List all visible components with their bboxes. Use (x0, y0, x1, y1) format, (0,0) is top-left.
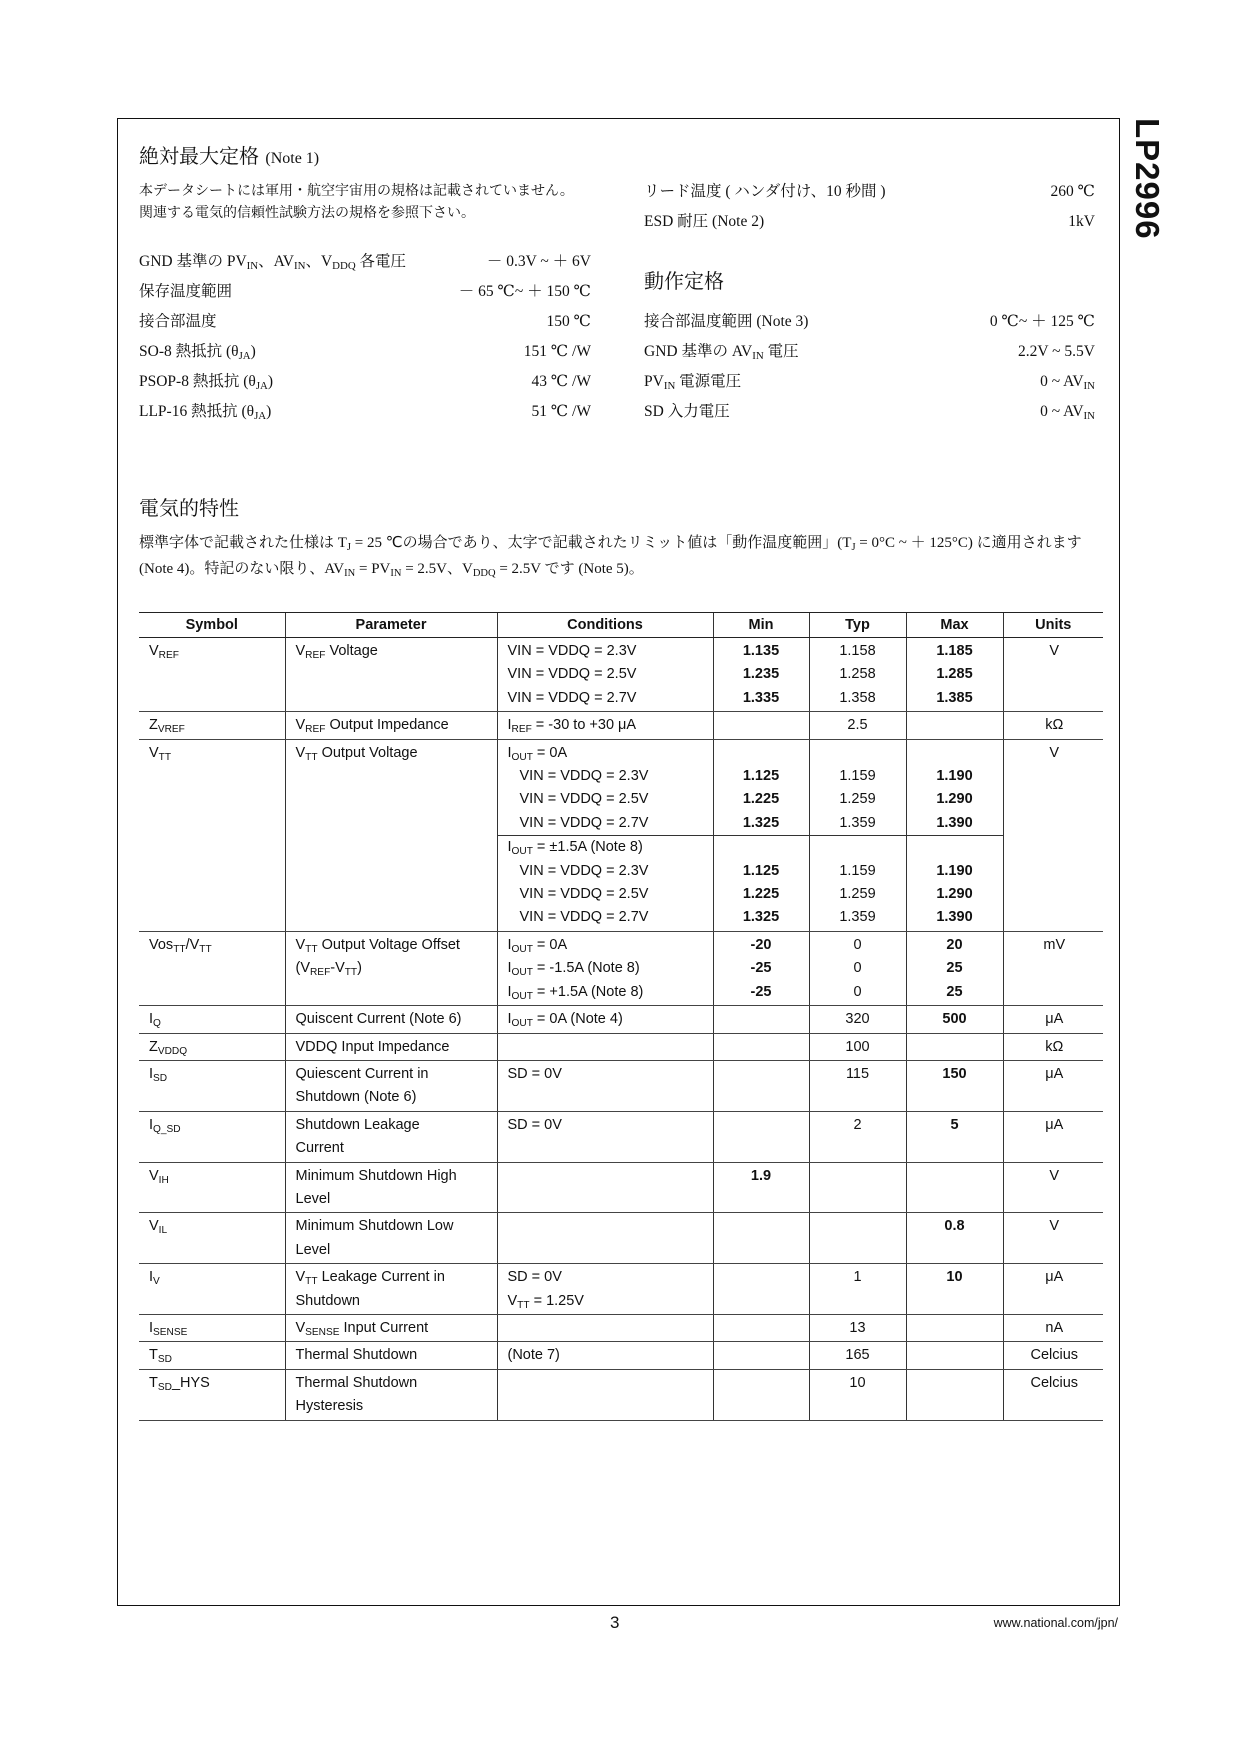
col-conditions: Conditions (497, 613, 713, 638)
table-row: $V_{IH}$ Minimum Shutdown High Level 1.9 V (139, 1162, 1103, 1213)
table-row: $V_{IL}$ Minimum Shutdown Low Level 0.8 V (139, 1213, 1103, 1264)
col-min: Min (713, 613, 809, 638)
table-header-row (139, 613, 1103, 638)
spec-row-llp16-thermal: LLP-16 熱抵抗 $(\theta_{JA})$ 51 ℃ /W (139, 403, 591, 422)
table-row: $V_{TT}$ $V_{TT}$ Output Voltage $I_{OUT} = 0A$ VIN = VDDQ = 2.3V VIN = VDDQ = 2.5V VIN = VDDQ = 2.7V $I_{OUT} = \pm 1.5A$ (Note 8) VIN = VDDQ = 2.3V VIN = VDDQ = 2.5V VIN = VDDQ = 2.7V 1.125 1.225 1.325 1.125 1.225 1.325 1.159 1.259 1.359 1.159 1.259 1.359 1.190 1.290 1.390 1.190 1.290 1.390 V (139, 739, 1103, 931)
col-max: Max (906, 613, 1003, 638)
op-row-junction-range: 接合部温度範囲 (Note 3) 0 ℃~ ＋ 125 ℃ (644, 313, 1095, 330)
table-row: $V_{REF}$ $V_{REF}$ Voltage VIN = VDDQ = 2.3V VIN = VDDQ = 2.5V VIN = VDDQ = 2.7V 1.135 1.235 1.335 1.158 1.258 1.358 1.185 1.285 1.385 V (139, 638, 1103, 712)
op-row-avin: GND 基準の $AV_{IN}$ 電圧 2.2V ~ 5.5V (644, 343, 1095, 362)
page-number: 3 (610, 1613, 620, 1632)
table-row: $I_{SENSE}$ $V_{SENSE}$ Input Current 13 nA (139, 1314, 1103, 1341)
absolute-max-intro: 本データシートには軍用・航空宇宙用の規格は記載されていません。 関連する電気的信頼性試験方法の規格を参照下さい。 (139, 183, 574, 221)
absolute-max-heading: 絶対最大定格 (Note 1) (139, 144, 320, 168)
op-row-pvin: $PV_{IN}$ 電源電圧 0 ~ $AV_{IN}$ (644, 373, 1095, 392)
table-row: $Vos_{TT}/V_{TT}$ $V_{TT}$ Output Voltage Offset $(V_{REF}-V_{TT})$ $I_{OUT} = 0A$ $I_{OUT} = -1.5A$ (Note 8) $I_{OUT} = +1.5A$ (Note 8) -20 -25 -25 0 0 0 20 25 25 mV (139, 931, 1103, 1005)
table-row: $I_{Q\_SD}$ Shutdown Leakage Current SD = 0V 2 5 μA (139, 1111, 1103, 1162)
spec-row-so8-thermal: SO-8 熱抵抗 $(\theta_{JA})$ 151 ℃ /W (139, 343, 591, 362)
table-row: $Z_{VREF}$ $V_{REF}$ Output Impedance $I_{REF} = -30$ to +30 μA 2.5 kΩ (139, 712, 1103, 739)
table-row: $I_{SD}$ Quiescent Current in Shutdown (Note 6) SD = 0V 115 150 μA (139, 1060, 1103, 1111)
table-row: $I_V$ $V_{TT}$ Leakage Current in Shutdown SD = 0V $V_{TT} = 1.25V$ 1 10 μA (139, 1264, 1103, 1315)
electrical-characteristics-table (139, 612, 1103, 1421)
part-number-side-title: LP2996 (1129, 118, 1166, 240)
spec-row-psop8-thermal: PSOP-8 熱抵抗 $(\theta_{JA})$ 43 ℃ /W (139, 373, 591, 392)
spec-row-junction-temp: 接合部温度 150 ℃ (139, 313, 591, 330)
col-parameter: Parameter (285, 613, 497, 638)
col-typ: Typ (809, 613, 906, 638)
table-row: $T_{SD}$ Thermal Shutdown (Note 7) 165 Celcius (139, 1342, 1103, 1369)
spec-row-supply-voltages: GND 基準の $PV_{IN}$、$AV_{IN}$、$V_{DDQ}$ 各電圧 － 0.3V ~ ＋ 6V (139, 253, 591, 272)
table-row: $T_{SD}\_HYS$ Thermal Shutdown Hysteresis 10 Celcius (139, 1369, 1103, 1420)
table-row: $I_Q$ Quiscent Current (Note 6) $I_{OUT} = 0A$ (Note 4) 320 500 μA (139, 1006, 1103, 1033)
spec-row-lead-temp: リード温度 ( ハンダ付け、10 秒間 ) 260 ℃ (644, 183, 1095, 200)
col-symbol: Symbol (139, 613, 285, 638)
footer-url: www.national.com/jpn/ (993, 1616, 1118, 1630)
table-row: $Z_{VDDQ}$ VDDQ Input Impedance 100 kΩ (139, 1033, 1103, 1060)
spec-row-storage-temp: 保存温度範囲 － 65 ℃~ ＋ 150 ℃ (139, 283, 591, 300)
electrical-characteristics-conditions: 標準字体で記載された仕様は $T_J = 25$ ℃の場合であり、太字で記載されたリミット値は「動作温度範囲」($T_J = 0^\circ C$ ~ ＋ 125°C) に適用されます (Note 4)。特記のない限り、$AV_{IN} = PV_{IN} = 2.5V$、$V_{DDQ} = 2.5V$ です (Note 5)。 (139, 535, 1082, 579)
op-row-sd: SD 入力電圧 0 ~ $AV_{IN}$ (644, 403, 1095, 422)
col-units: Units (1003, 613, 1103, 638)
spec-row-esd: ESD 耐圧 (Note 2) 1kV (644, 213, 1095, 230)
operating-ratings-heading: 動作定格 (644, 269, 724, 293)
electrical-characteristics-heading: 電気的特性 (139, 496, 239, 520)
